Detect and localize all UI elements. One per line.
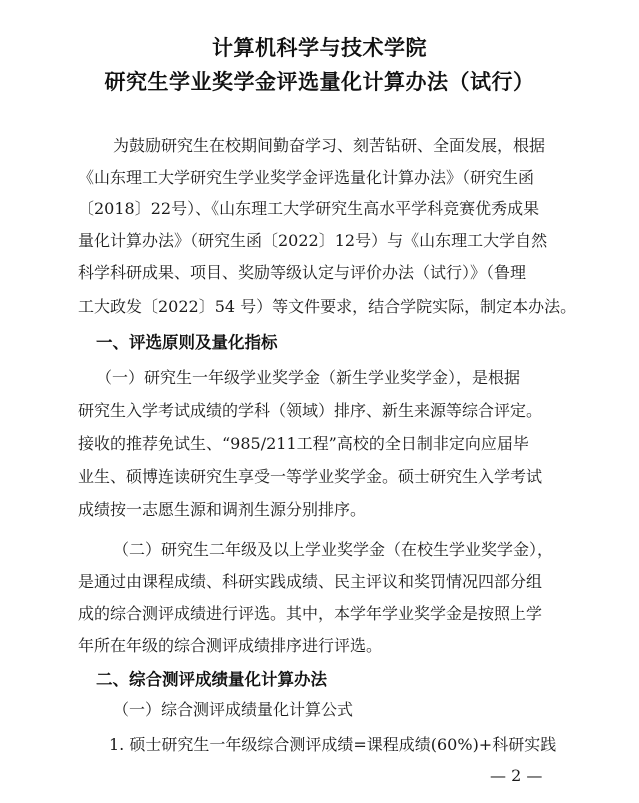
document-title-line1: 计算机科学与技术学院: [212, 36, 427, 60]
intro-line: 《山东理工大学研究生学业奖学金评选量化计算办法》（研究生函: [78, 168, 535, 187]
section-heading-1: 一、评选原则及量化指标: [96, 333, 278, 352]
intro-line: 为鼓励研究生在校期间勤奋学习、刻苦钻研、全面发展，根据: [113, 136, 546, 155]
intro-line: 科学科研成果、项目、奖励等级认定与评价办法（试行）》（鲁理: [78, 263, 527, 282]
paragraph-line: 年所在年级的综合测评成绩排序进行评选。: [78, 636, 383, 655]
paragraph-line: 业生、硕博连读研究生享受一等学业奖学金。硕士研究生入学考试: [78, 467, 543, 486]
paragraph-line: （一）研究生一年级学业奖学金（新生学业奖学金），是根据: [96, 368, 521, 387]
intro-line: 量化计算办法》（研究生函〔2022〕12号）与《山东理工大学自然: [78, 231, 548, 250]
paragraph-line: 接收的推荐免试生、“985/211工程”高校的全日制非定向应届毕: [78, 434, 529, 453]
intro-line: 〔2018〕22号）、《山东理工大学研究生高水平学科竞赛优秀成果: [78, 199, 540, 218]
document-title-line2: 研究生学业奖学金评选量化计算办法（试行）: [104, 70, 535, 94]
paragraph-line: 研究生入学考试成绩的学科（领域）排序、新生来源等综合评定。: [78, 401, 543, 420]
intro-line: 工大政发〔2022〕54 号）等文件要求，结合学院实际，制定本办法。: [78, 297, 577, 316]
paragraph-line: 是通过由课程成绩、科研实践成绩、民主评议和奖罚情况四部分组: [78, 572, 543, 591]
paragraph-line: 成的综合测评成绩进行评选。其中，本学年学业奖学金是按照上学: [78, 604, 543, 623]
page-number: — 2 —: [490, 766, 543, 785]
subsection-heading: （一）综合测评成绩量化计算公式: [113, 700, 354, 719]
section-heading-2: 二、综合测评成绩量化计算办法: [96, 670, 327, 689]
paragraph-line: 成绩按一志愿生源和调剂生源分别排序。: [78, 500, 367, 519]
paragraph-line: （二）研究生二年级及以上学业奖学金（在校生学业奖学金），: [113, 540, 554, 559]
formula-line: 1. 硕士研究生一年级综合测评成绩=课程成绩(60%)+科研实践: [109, 735, 557, 754]
